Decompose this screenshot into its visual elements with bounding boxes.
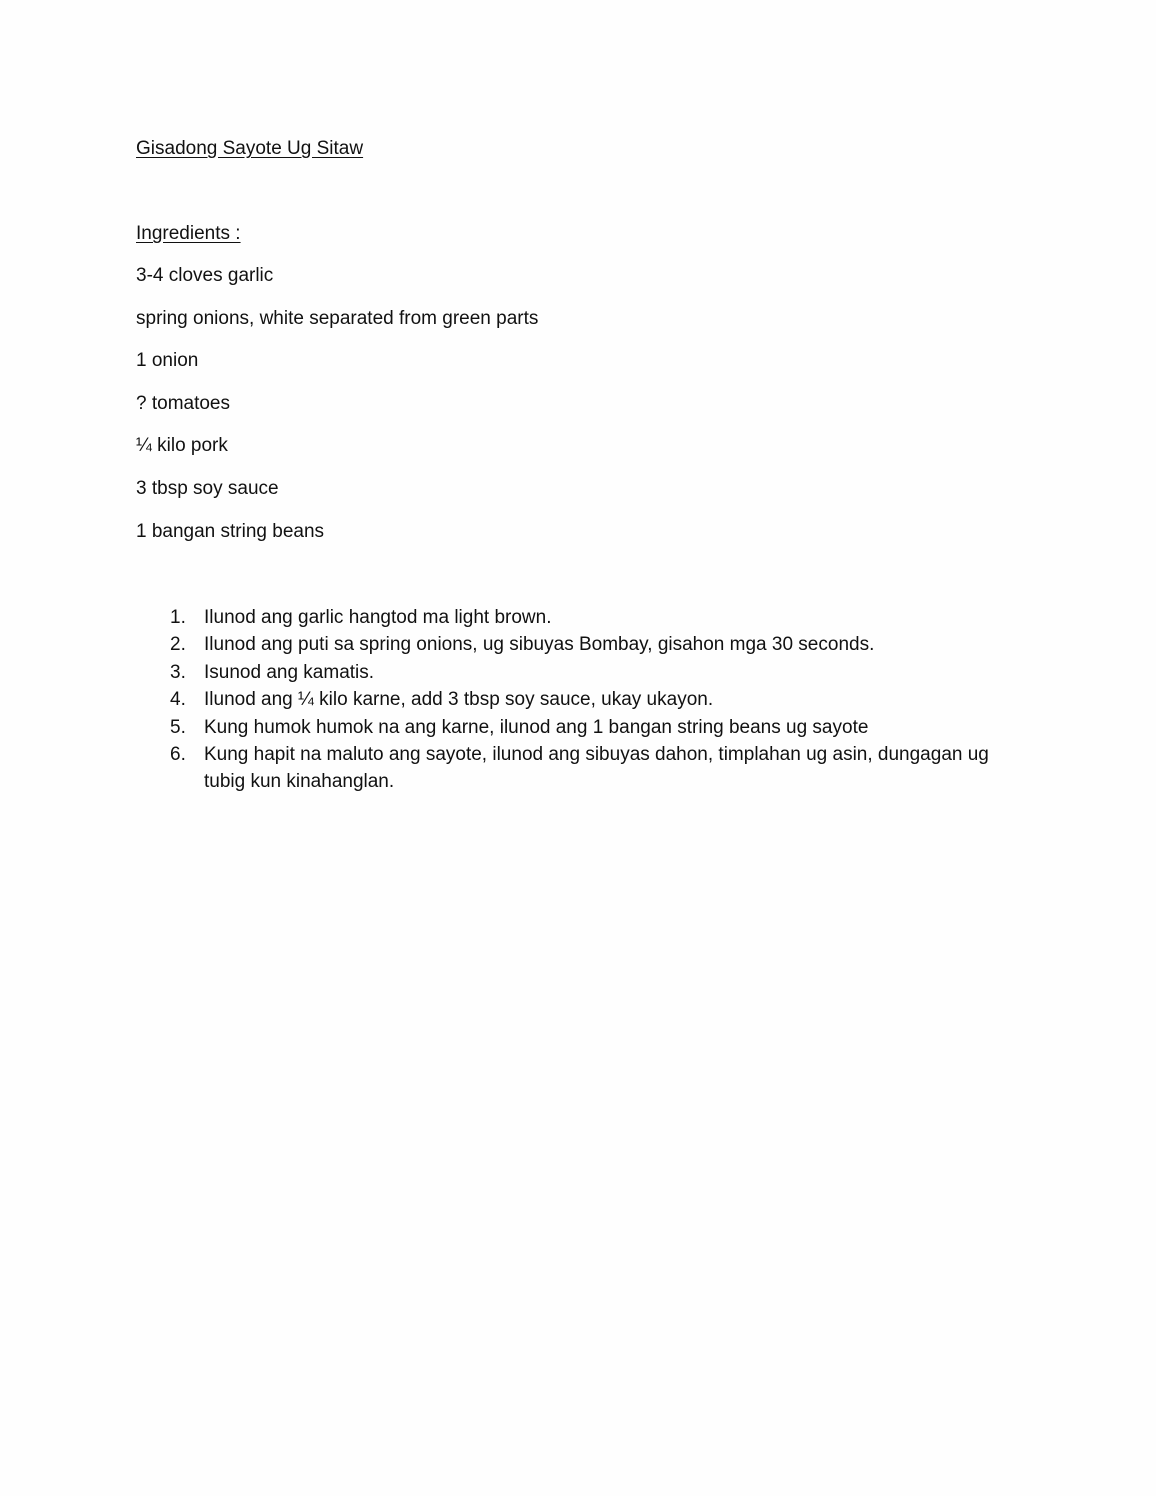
ingredient-item: ¼ kilo pork — [136, 435, 228, 457]
step-text: Kung humok humok na ang karne, ilunod ang 1 bangan string beans ug sayote — [204, 716, 869, 738]
ingredients-list — [136, 264, 538, 562]
step-text: Ilunod ang ¼ kilo karne, add 3 tbsp soy sauce, ukay ukayon. — [204, 689, 714, 711]
step-number: 2. — [170, 634, 186, 656]
ingredient-item: ? tomatoes — [136, 392, 230, 414]
ingredient-item: 1 bangan string beans — [136, 520, 325, 542]
step-number: 1. — [170, 607, 186, 628]
step-item — [136, 631, 1016, 658]
step-item — [136, 604, 1016, 631]
ingredient-item: 3 tbsp soy sauce — [136, 477, 279, 499]
step-item — [136, 659, 1016, 686]
ingredient-item: 3-4 cloves garlic — [136, 265, 274, 286]
step-text: Ilunod ang puti sa spring onions, ug sibuyas Bombay, gisahon mga 30 seconds. — [204, 634, 875, 656]
step-text: Ilunod ang garlic hangtod ma light brown. — [204, 607, 552, 628]
recipe-title: Gisadong Sayote Ug Sitaw — [136, 138, 364, 159]
step-number: 5. — [170, 716, 186, 738]
steps-list — [136, 604, 1016, 796]
step-text: Kung hapit na maluto ang sayote, ilunod ang sibuyas dahon, timplahan ug asin, dungagan ug tubig kun kinahanglan. — [204, 744, 989, 793]
step-number: 4. — [170, 689, 186, 711]
step-text: Isunod ang kamatis. — [204, 661, 375, 683]
ingredient-item: spring onions, white separated from green parts — [136, 307, 539, 329]
step-item — [136, 714, 1016, 741]
step-number: 6. — [170, 744, 186, 766]
ingredients-heading: Ingredients : — [136, 223, 241, 244]
ingredient-item: 1 onion — [136, 350, 199, 372]
step-number: 3. — [170, 661, 186, 683]
step-item — [136, 741, 1016, 796]
step-item — [136, 686, 1016, 713]
